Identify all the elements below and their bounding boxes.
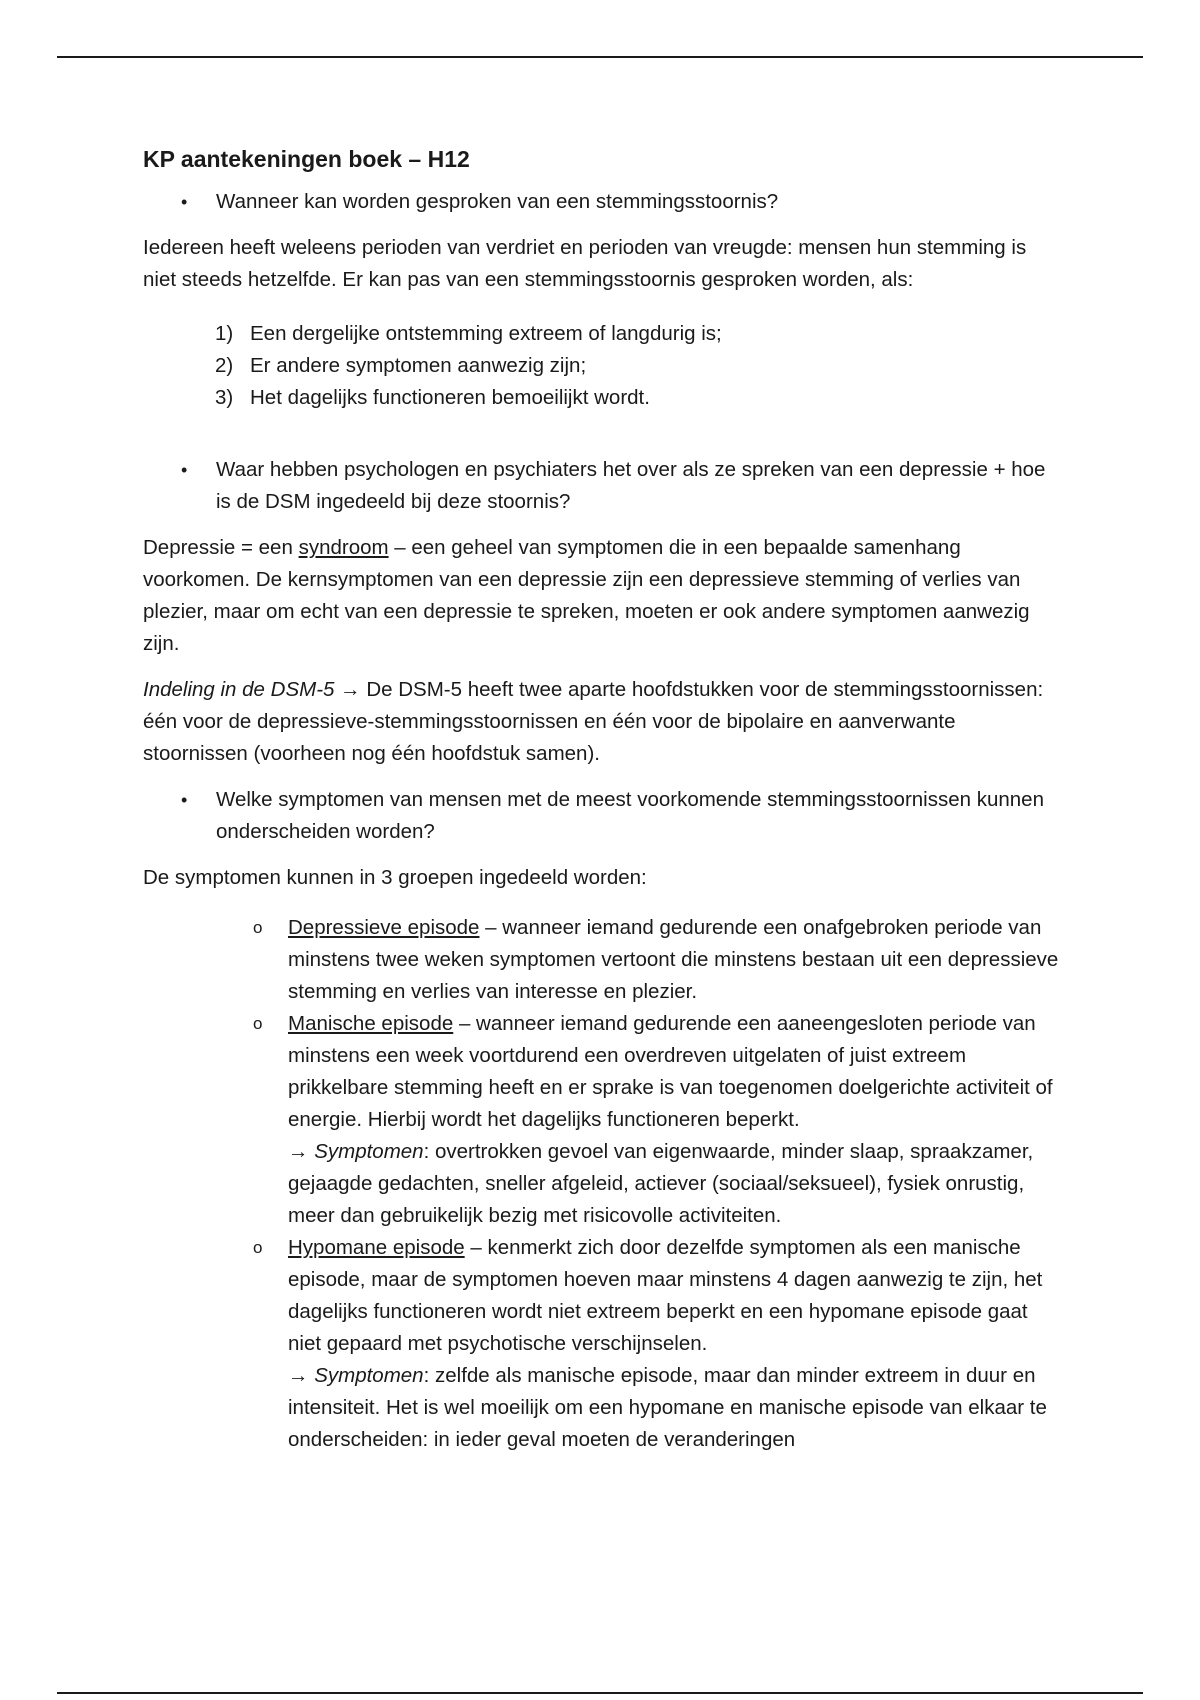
list-item-text: Het dagelijks functioneren bemoeilijkt wordt. (250, 386, 650, 409)
list-number: 3) (215, 386, 234, 409)
bullet-icon: • (181, 460, 188, 480)
question-bullet (143, 784, 1063, 848)
list-item (253, 912, 1063, 1008)
list-number: 2) (215, 354, 234, 377)
paragraph-text: → De DSM-5 heeft twee aparte hoofdstukken voor de stemmingsstoornissen: één voor de depressieve-stemmingsstoornissen en één voor de bipolaire en aanverwante stoornissen (voorheen nog één hoofdstuk samen). (143, 678, 1044, 765)
term-syndroom: syndroom (298, 536, 389, 559)
episode-term: Hypomane episode (288, 1236, 465, 1259)
list-item (253, 1232, 1063, 1456)
document-body (143, 144, 1063, 1456)
paragraph-text: – een geheel van symptomen die in een bepaalde samenhang voorkomen. De kernsymptomen van een depressie zijn een depressieve stemming of verlies van plezier, maar om echt van een depressie te spreken, moeten er ook andere symptomen aanwezig zijn. (143, 536, 1030, 655)
list-number: 1) (215, 322, 234, 345)
list-item (215, 318, 1063, 350)
circle-bullet-icon: o (253, 1014, 263, 1033)
question-text: Wanneer kan worden gesproken van een stemmingsstoornis? (216, 190, 779, 213)
paragraph (143, 674, 1063, 770)
list-item-text: Een dergelijke ontstemming extreem of langdurig is; (250, 322, 722, 345)
episode-text: – kenmerkt zich door dezelfde symptomen als een manische episode, maar de symptomen hoeven maar minstens 4 dagen aanwezig te zijn, het dagelijks functioneren wordt niet extreem beperkt en een hypomane episode gaat niet gepaard met psychotische verschijnselen. (288, 1236, 1043, 1355)
symptomen-label: Symptomen (314, 1140, 424, 1163)
list-item (215, 382, 1063, 414)
circle-bullet-icon: o (253, 918, 263, 937)
bullet-icon: • (181, 790, 188, 810)
symptomen-text: : overtrokken gevoel van eigenwaarde, minder slaap, spraakzamer, gejaagde gedachten, sneller afgeleid, actiever (sociaal/seksueel), fysiek onrustig, meer dan gebruikelijk bezig met risicovolle activiteiten. (288, 1140, 1034, 1227)
header-rule (57, 56, 1143, 58)
list-item (253, 1008, 1063, 1232)
question-text: Waar hebben psychologen en psychiaters het over als ze spreken van een depressie + hoe is de DSM ingedeeld bij deze stoornis? (216, 458, 1046, 513)
footer-rule (57, 1692, 1143, 1694)
paragraph: De symptomen kunnen in 3 groepen ingedeeld worden: (143, 866, 647, 889)
symptomen-text: : zelfde als manische episode, maar dan minder extreem in duur en intensiteit. Het is wel moeilijk om een hypomane en manische episode van elkaar te onderscheiden: in ieder geval moeten de veranderingen (288, 1364, 1047, 1451)
circle-bullet-icon: o (253, 1238, 263, 1257)
arrow-icon: → (288, 1364, 315, 1387)
arrow-icon: → (288, 1140, 315, 1163)
episode-text: – wanneer iemand gedurende een onafgebroken periode van minstens twee weken symptomen vertoont die minstens bestaan uit een depressieve stemming en verlies van interesse en plezier. (288, 916, 1059, 1003)
bullet-icon: • (181, 192, 188, 212)
document-title: KP aantekeningen boek – H12 (143, 146, 470, 172)
question-bullet (143, 186, 1063, 218)
episode-term: Depressieve episode (288, 916, 480, 939)
symptomen-label: Symptomen (314, 1364, 424, 1387)
episode-text: – wanneer iemand gedurende een aaneengesloten periode van minstens een week voortdurend een overdreven uitgelaten of juist extreem prikkelbare stemming heeft en er sprake is van toegenomen doelgerichte activiteit of energie. Hierbij wordt het dagelijks functioneren beperkt. (288, 1012, 1053, 1131)
dsm-heading: Indeling in de DSM-5 (143, 678, 335, 701)
question-bullet (143, 454, 1063, 518)
question-text: Welke symptomen van mensen met de meest voorkomende stemmingsstoornissen kunnen onderscheiden worden? (216, 788, 1044, 843)
paragraph (143, 532, 1063, 660)
list-item (215, 350, 1063, 382)
paragraph: Iedereen heeft weleens perioden van verdriet en perioden van vreugde: mensen hun stemming is niet steeds hetzelfde. Er kan pas van een stemmingsstoornis gesproken worden, als: (143, 236, 1027, 291)
list-item-text: Er andere symptomen aanwezig zijn; (250, 354, 587, 377)
episode-term: Manische episode (288, 1012, 454, 1035)
paragraph-text: Depressie = een (143, 536, 299, 559)
numbered-list (143, 318, 1063, 414)
episode-list (143, 912, 1063, 1456)
